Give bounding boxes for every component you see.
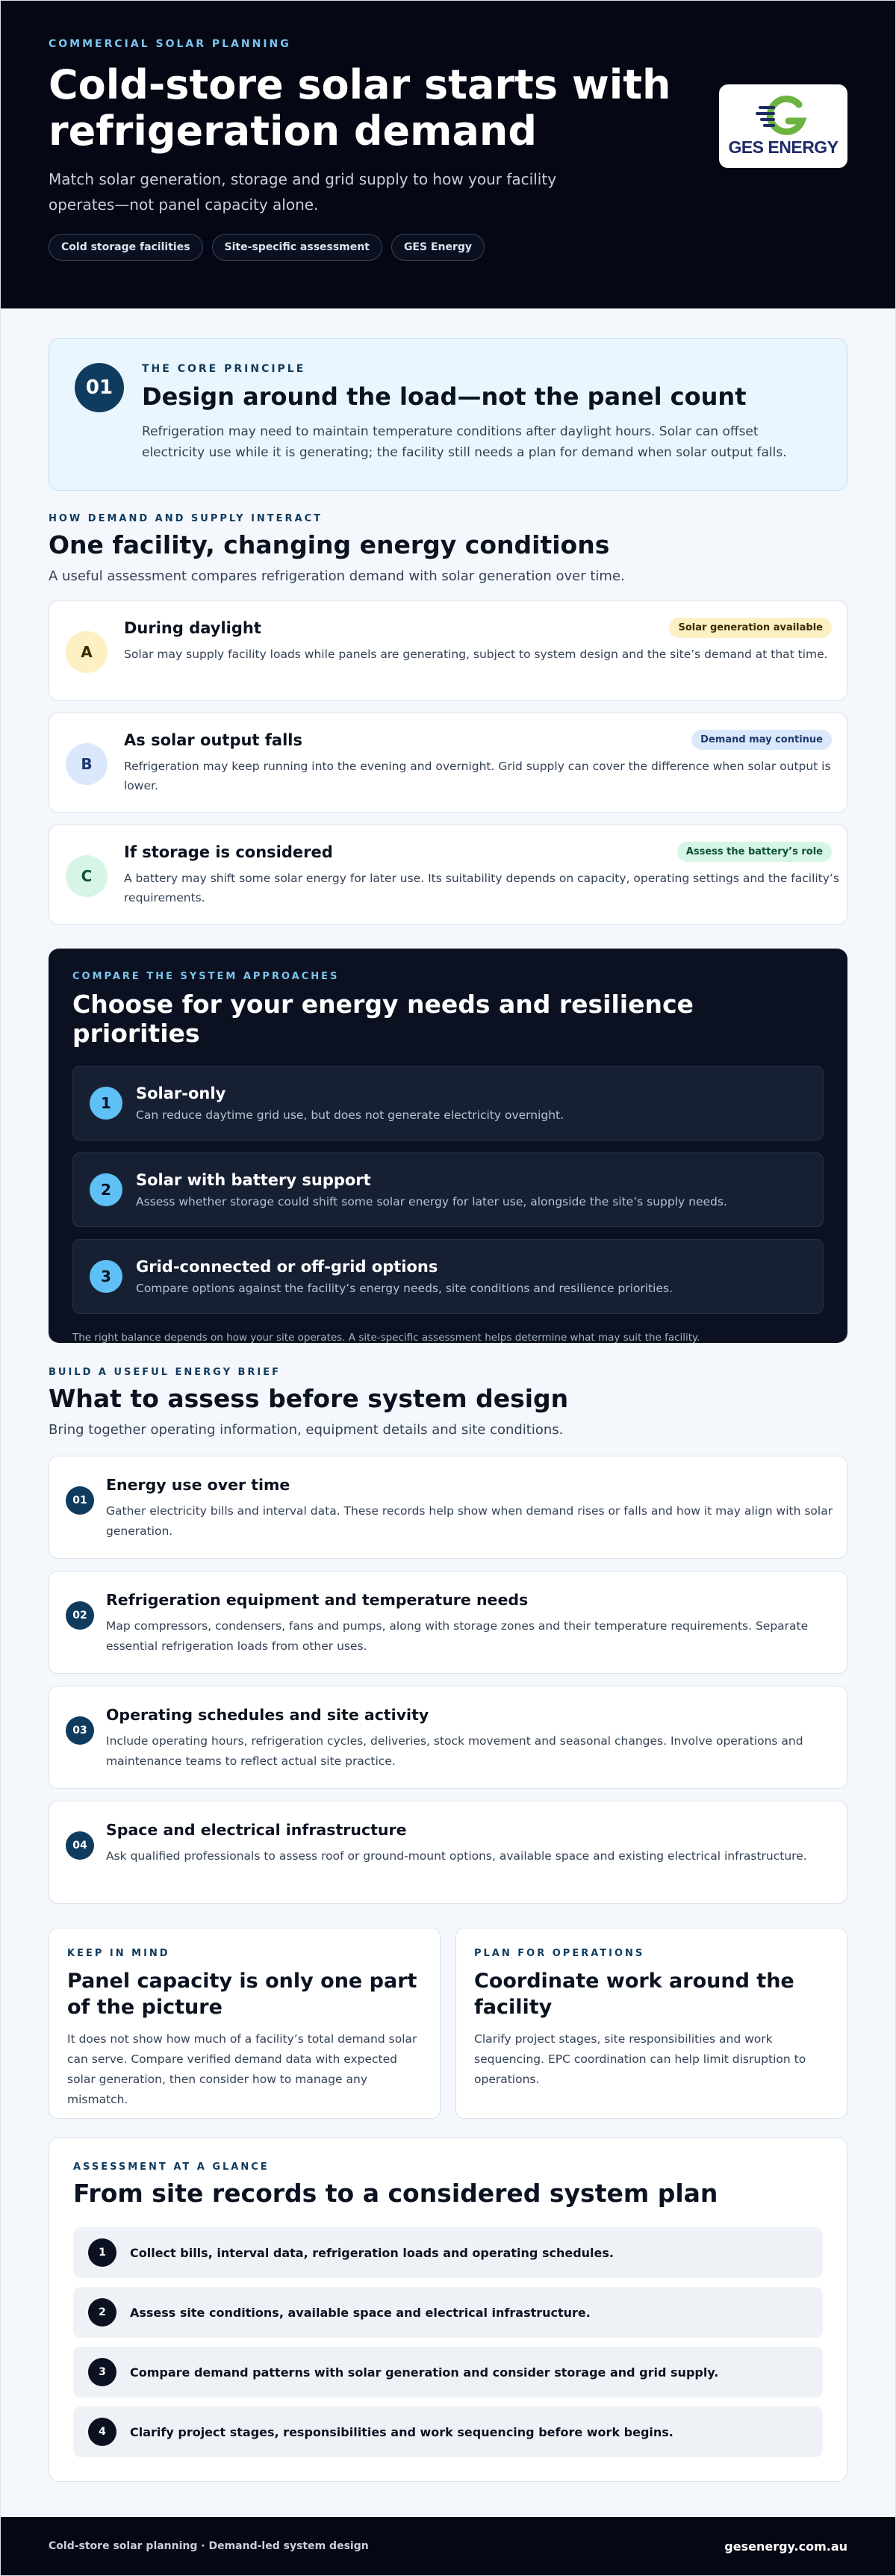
approach-text: Assess whether storage could shift some solar energy for later use, alongside the site’s supply needs. — [136, 1195, 727, 1208]
keep-in-mind-eyebrow: KEEP IN MIND — [67, 1948, 170, 1959]
condition-letter: B — [66, 743, 108, 785]
approach-title: Solar with battery support — [136, 1171, 371, 1189]
approach-option-solar-only — [72, 1066, 824, 1140]
step-text: Compare demand patterns with solar generation and consider storage and grid supply. — [130, 2365, 719, 2380]
condition-title: If storage is considered — [124, 843, 333, 861]
glance-step — [73, 2406, 823, 2457]
g-logo-icon — [756, 96, 811, 136]
glance-step-list — [73, 2227, 823, 2457]
step-text: Clarify project stages, responsibilities and work sequencing before work begins. — [130, 2424, 673, 2439]
assessment-text: Map compressors, condensers, fans and pumps, along with storage zones and their temperature requirements. Separate essential refrigeration loads from other uses. — [106, 1619, 809, 1653]
assessment-text: Include operating hours, refrigeration cycles, deliveries, stock movement and seasonal changes. Involve operations and maintenance teams to reflect actual site practice. — [106, 1734, 803, 1768]
assessment-text: Ask qualified professionals to assess roof or ground-mount options, available space and existing electrical infrastructure. — [106, 1849, 807, 1863]
approach-option-battery — [72, 1152, 824, 1227]
interaction-subtitle: A useful assessment compares refrigeration demand with solar generation over time. — [49, 568, 625, 584]
condition-card-storage — [49, 825, 847, 925]
approaches-title: Choose for your energy needs and resilience priorities — [72, 990, 694, 1048]
assessment-number: 03 — [66, 1716, 94, 1745]
assessment-number: 04 — [66, 1831, 94, 1860]
keep-in-mind-text: It does not show how much of a facility’s total demand solar can serve. Compare verified demand data with expected solar generation, then consider how to manage any mismatch. — [67, 2032, 417, 2106]
two-column-notes — [49, 1928, 847, 2119]
assessment-title: Space and electrical infrastructure — [106, 1821, 407, 1839]
assessment-item-infrastructure — [49, 1801, 847, 1904]
approach-text: Compare options against the facility’s energy needs, site conditions and resilience priorities. — [136, 1282, 673, 1295]
condition-list — [49, 600, 847, 925]
approach-title: Solar-only — [136, 1084, 226, 1102]
status-badge: Demand may continue — [691, 730, 832, 750]
logo-wordmark: GES ENERGY — [728, 137, 839, 157]
assessment-title: Operating schedules and site activity — [106, 1706, 429, 1724]
step-number: 2 — [88, 2298, 116, 2327]
approaches-note: The right balance depends on how your site operates. A site-specific assessment helps determine what may suit the facility. — [72, 1332, 700, 1344]
step-text: Assess site conditions, available space and electrical infrastructure. — [130, 2305, 591, 2320]
brief-title: What to assess before system design — [49, 1384, 569, 1413]
brief-eyebrow: BUILD A USEFUL ENERGY BRIEF — [49, 1367, 281, 1378]
ges-energy-logo — [719, 84, 847, 168]
plan-operations-title: Coordinate work around the facility — [474, 1970, 794, 2019]
assessment-glance-card — [49, 2137, 847, 2482]
step-number: 4 — [88, 2418, 116, 2446]
interaction-eyebrow: HOW DEMAND AND SUPPLY INTERACT — [49, 513, 323, 524]
brief-subtitle: Bring together operating information, equipment details and site conditions. — [49, 1422, 564, 1438]
condition-text: Solar may supply facility loads while panels are generating, subject to system design and the site’s demand at that time. — [124, 648, 828, 661]
interaction-title: One facility, changing energy conditions — [49, 530, 610, 559]
keep-in-mind-card — [49, 1928, 441, 2119]
footer — [1, 2517, 895, 2575]
chip-cold-storage: Cold storage facilities — [49, 234, 203, 261]
approach-option-grid — [72, 1239, 824, 1314]
glance-title: From site records to a considered system plan — [73, 2179, 718, 2208]
core-principle-card — [49, 338, 847, 491]
principle-number: 01 — [75, 363, 124, 412]
condition-text: A battery may shift some solar energy for later use. Its suitability depends on capacity, operating settings and the facility’s requirements. — [124, 872, 839, 904]
system-approaches-section — [49, 949, 847, 1343]
condition-text: Refrigeration may keep running into the evening and overnight. Grid supply can cover the difference when solar output is lower. — [124, 760, 831, 792]
assessment-title: Energy use over time — [106, 1476, 290, 1494]
status-badge: Assess the battery’s role — [677, 842, 832, 862]
website-link[interactable]: gesenergy.com.au — [724, 2539, 847, 2554]
assessment-item-energy-use — [49, 1456, 847, 1559]
condition-title: As solar output falls — [124, 731, 302, 749]
assessment-text: Gather electricity bills and interval data. These records help show when demand rises or falls and how it may align with solar generation. — [106, 1504, 833, 1538]
approach-number: 1 — [90, 1087, 122, 1120]
assessment-item-schedules — [49, 1686, 847, 1789]
assessment-number: 02 — [66, 1601, 94, 1630]
assessment-list — [49, 1456, 847, 1904]
approach-number: 2 — [90, 1173, 122, 1206]
chip-ges-energy: GES Energy — [391, 234, 485, 261]
principle-text: Refrigeration may need to maintain temperature conditions after daylight hours. Solar can offset electricity use while it is generating; the facility still needs a plan for demand when solar output falls. — [142, 424, 787, 460]
glance-step — [73, 2347, 823, 2397]
condition-card-solar-falls — [49, 713, 847, 813]
plan-operations-eyebrow: PLAN FOR OPERATIONS — [474, 1948, 645, 1959]
approaches-eyebrow: COMPARE THE SYSTEM APPROACHES — [72, 971, 340, 982]
assessment-number: 01 — [66, 1486, 94, 1515]
hero-chips — [49, 234, 847, 261]
approach-text: Can reduce daytime grid use, but does not generate electricity overnight. — [136, 1108, 564, 1122]
hero-subtitle: Match solar generation, storage and grid supply to how your facility operates—not panel capacity alone. — [49, 170, 557, 214]
main-content — [1, 308, 895, 2482]
glance-eyebrow: ASSESSMENT AT A GLANCE — [73, 2161, 270, 2173]
assessment-item-refrigeration — [49, 1571, 847, 1674]
condition-title: During daylight — [124, 619, 261, 637]
assessment-title: Refrigeration equipment and temperature needs — [106, 1591, 529, 1609]
condition-letter: A — [66, 631, 108, 673]
demand-supply-section — [49, 513, 847, 925]
glance-step — [73, 2227, 823, 2278]
plan-operations-text: Clarify project stages, site responsibilities and work sequencing. EPC coordination can help limit disruption to operations. — [474, 2032, 806, 2086]
hero-title: Cold-store solar starts with refrigeration demand — [49, 61, 671, 155]
condition-card-daylight — [49, 600, 847, 701]
status-badge: Solar generation available — [669, 618, 832, 638]
hero — [1, 1, 895, 308]
hero-eyebrow: COMMERCIAL SOLAR PLANNING — [49, 38, 291, 50]
chip-site-assessment: Site-specific assessment — [212, 234, 382, 261]
principle-eyebrow: THE CORE PRINCIPLE — [142, 363, 306, 375]
step-number: 1 — [88, 2238, 116, 2267]
keep-in-mind-title: Panel capacity is only one part of the picture — [67, 1970, 417, 2019]
approach-list — [72, 1066, 824, 1314]
glance-step — [73, 2287, 823, 2338]
principle-title: Design around the load—not the panel count — [142, 382, 747, 411]
approach-title: Grid-connected or off-grid options — [136, 1258, 438, 1276]
step-text: Collect bills, interval data, refrigeration loads and operating schedules. — [130, 2245, 614, 2260]
step-number: 3 — [88, 2358, 116, 2386]
energy-brief-section — [49, 1367, 847, 1904]
approach-number: 3 — [90, 1260, 122, 1293]
footer-caption: Cold-store solar planning · Demand-led system design — [49, 2540, 369, 2552]
condition-letter: C — [66, 855, 108, 897]
plan-operations-card — [455, 1928, 847, 2119]
